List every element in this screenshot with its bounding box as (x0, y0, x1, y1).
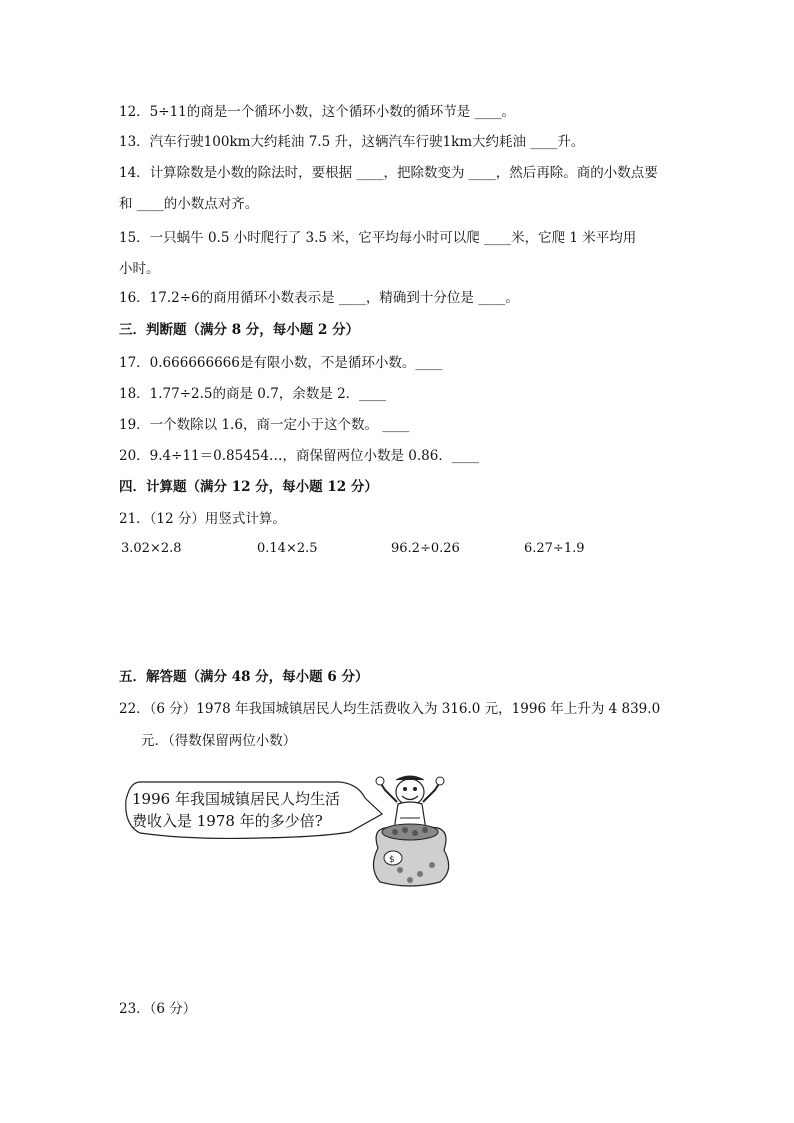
bubble-line-1: 1996 年我国城镇居民人均生活 (132, 790, 340, 808)
speech-bubble (132, 788, 462, 900)
question-15-line2: 小时。 (119, 261, 160, 277)
calc-1: 3.02×2.8 (121, 541, 182, 556)
section-3-heading: 三．判断题（满分 8 分，每小题 2 分） (119, 322, 360, 338)
question-22-line2: 元．（得数保留两位小数） (141, 733, 297, 749)
question-22-line1: 22．（6 分）1978 年我国城镇居民人均生活费收入为 316.0 元，1996 年上升为 4 839.0 (119, 701, 661, 717)
question-20: 20．9.4÷11＝0.85454…，商保留两位小数是 0.86．____ (119, 448, 479, 464)
calc-4: 6.27÷1.9 (524, 541, 585, 556)
svg-text:$: $ (389, 855, 395, 865)
question-21: 21．（12 分）用竖式计算。 (119, 511, 286, 527)
question-23: 23．（6 分） (119, 1001, 197, 1017)
question-14-line2: 和 ____的小数点对齐。 (119, 196, 259, 212)
question-16: 16．17.2÷6的商用循环小数表示是 ____，精确到十分位是 ____。 (119, 290, 519, 306)
section-4-heading: 四．计算题（满分 12 分，每小题 12 分） (119, 479, 378, 495)
question-15-line1: 15．一只蜗牛 0.5 小时爬行了 3.5 米，它平均每小时可以爬 ____米，它爬 1 米平均用 (119, 230, 637, 246)
question-12: 12．5÷11的商是一个循环小数，这个循环小数的循环节是 ____。 (119, 104, 516, 120)
section-5-heading: 五．解答题（满分 48 分，每小题 6 分） (119, 669, 369, 685)
question-18: 18．1.77÷2.5的商是 0.7，余数是 2．____ (119, 386, 387, 402)
question-19: 19．一个数除以 1.6，商一定小于这个数。 ____ (119, 417, 410, 433)
question-17: 17．0.666666666是有限小数，不是循环小数。____ (119, 355, 443, 371)
bubble-line-2: 费收入是 1978 年的多少倍? (132, 812, 323, 830)
calc-3: 96.2÷0.26 (391, 541, 460, 556)
calc-2: 0.14×2.5 (257, 541, 318, 556)
question-14-line1: 14．计算除数是小数的除法时，要根据 ____，把除数变为 ____，然后再除。商的小数点要 (119, 165, 658, 181)
question-13: 13．汽车行驶100km大约耗油 7.5 升，这辆汽车行驶1km大约耗油 ____升。 (119, 134, 585, 150)
